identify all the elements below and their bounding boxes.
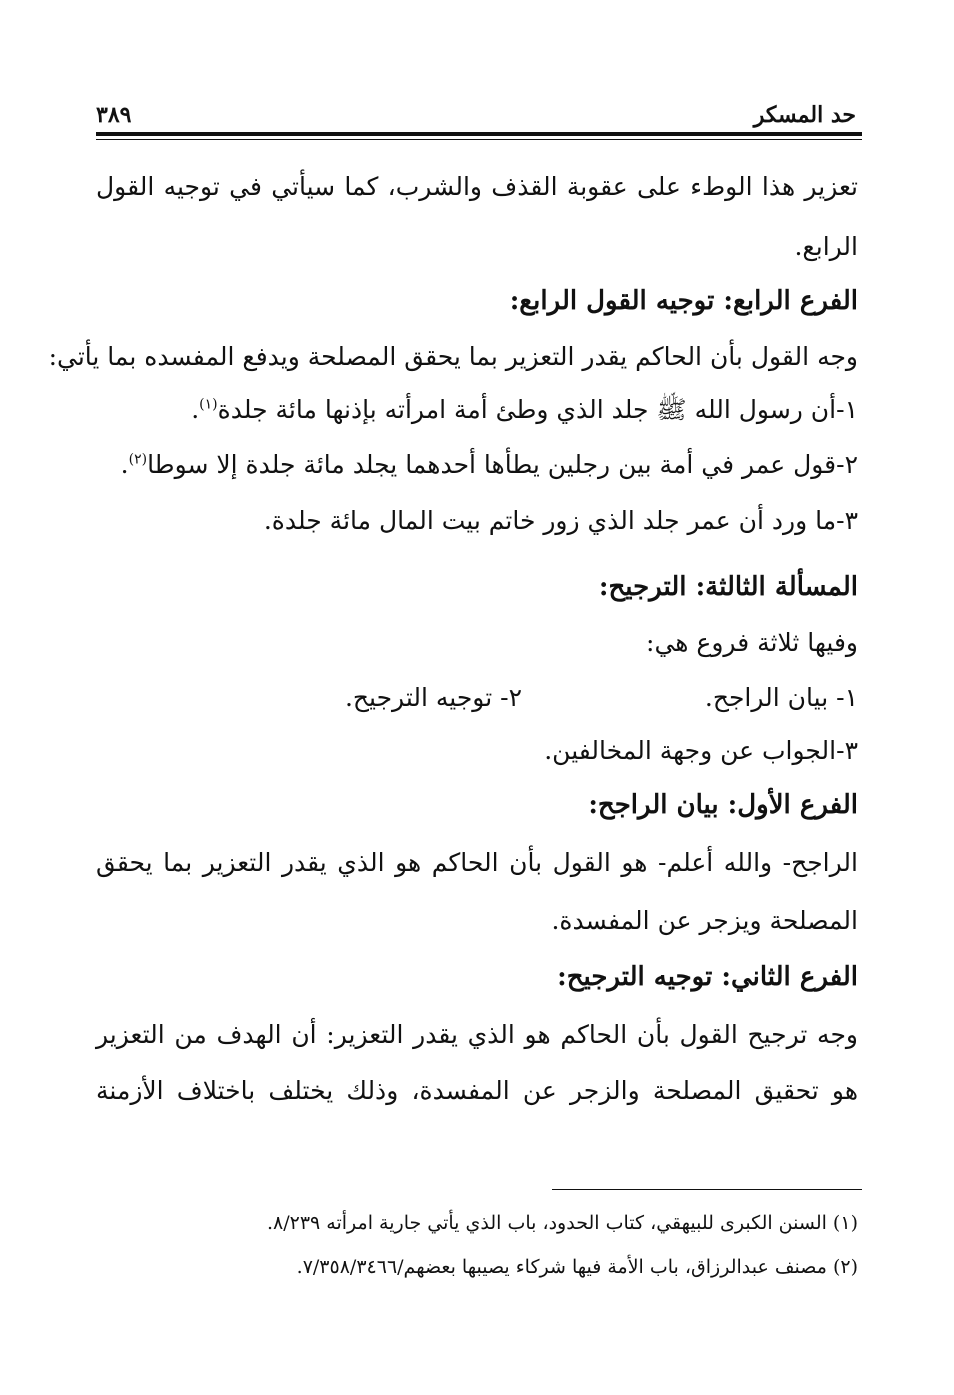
section-heading: الفرع الأول: بيان الراجح: [588, 790, 858, 820]
running-header-title: حد المسكر [753, 102, 856, 128]
header-rule-thick [96, 132, 862, 136]
footnote-ref: (٢) [128, 451, 148, 468]
footnote: (٢) مصنف عبدالرزاق، باب الأمة فيها شركاء يصيبها بعضهم/٧/٣٥٨/٣٤٦٦. [296, 1256, 858, 1278]
page-number: ٣٨٩ [96, 102, 132, 128]
header-rule-thin [96, 139, 862, 140]
list-item-end: . [120, 450, 129, 479]
list-item-text: ٢-قول عمر في أمة بين رجلين يطأها أحدهما يجلد مائة جلدة إلا سوطا [147, 450, 858, 479]
footnote: (١) السنن الكبرى للبيهقي، كتاب الحدود، باب الذي يأتي جارية امرأته ٨/٢٣٩. [266, 1212, 858, 1234]
list-item [121, 450, 858, 480]
branch-item: ٣-الجواب عن وجهة المخالفين. [544, 736, 858, 765]
paragraph-line: المصلحة ويزجر عن المفسدة. [551, 906, 858, 935]
section-heading: المسألة الثالثة: الترجيح: [598, 572, 858, 602]
section-heading: الفرع الثاني: توجيه الترجيح: [557, 962, 858, 992]
paragraph-line: وجه القول بأن الحاكم يقدر التعزير بما يحقق المصلحة ويدفع المفسده بما يأتي: [48, 342, 858, 371]
footnote-separator [552, 1189, 862, 1190]
branch-item: ٢- توجيه الترجيح. [344, 683, 522, 712]
paragraph-line: وفيها ثلاثة فروع هي: [646, 628, 858, 657]
list-item: ٣-ما ورد أن عمر جلد الذي زور خاتم بيت المال مائة جلدة. [263, 506, 858, 535]
paragraph-line: هو تحقيق المصلحة والزجر عن المفسدة، وذلك يختلف باختلاف الأزمنة [96, 1076, 858, 1105]
list-item [191, 395, 858, 425]
list-item-text: ١-أن رسول الله ﷺ جلد الذي وطئ أمة امرأته بإذنها مائة جلدة [217, 395, 858, 424]
branch-item: ١- بيان الراجح. [704, 683, 858, 712]
list-item-end: . [191, 395, 200, 424]
paragraph-line: الراجح- والله أعلم- هو القول بأن الحاكم هو الذي يقدر التعزير بما يحقق [96, 848, 858, 877]
paragraph-line: الرابع. [794, 232, 858, 261]
paragraph-line: تعزير هذا الوطء على عقوبة القذف والشرب، كما سيأتي في توجيه القول [96, 172, 858, 201]
paragraph-line: وجه ترجيح القول بأن الحاكم هو الذي يقدر التعزير: أن الهدف من التعزير [96, 1020, 858, 1049]
section-heading: الفرع الرابع: توجيه القول الرابع: [509, 286, 858, 316]
footnote-ref: (١) [199, 396, 218, 413]
